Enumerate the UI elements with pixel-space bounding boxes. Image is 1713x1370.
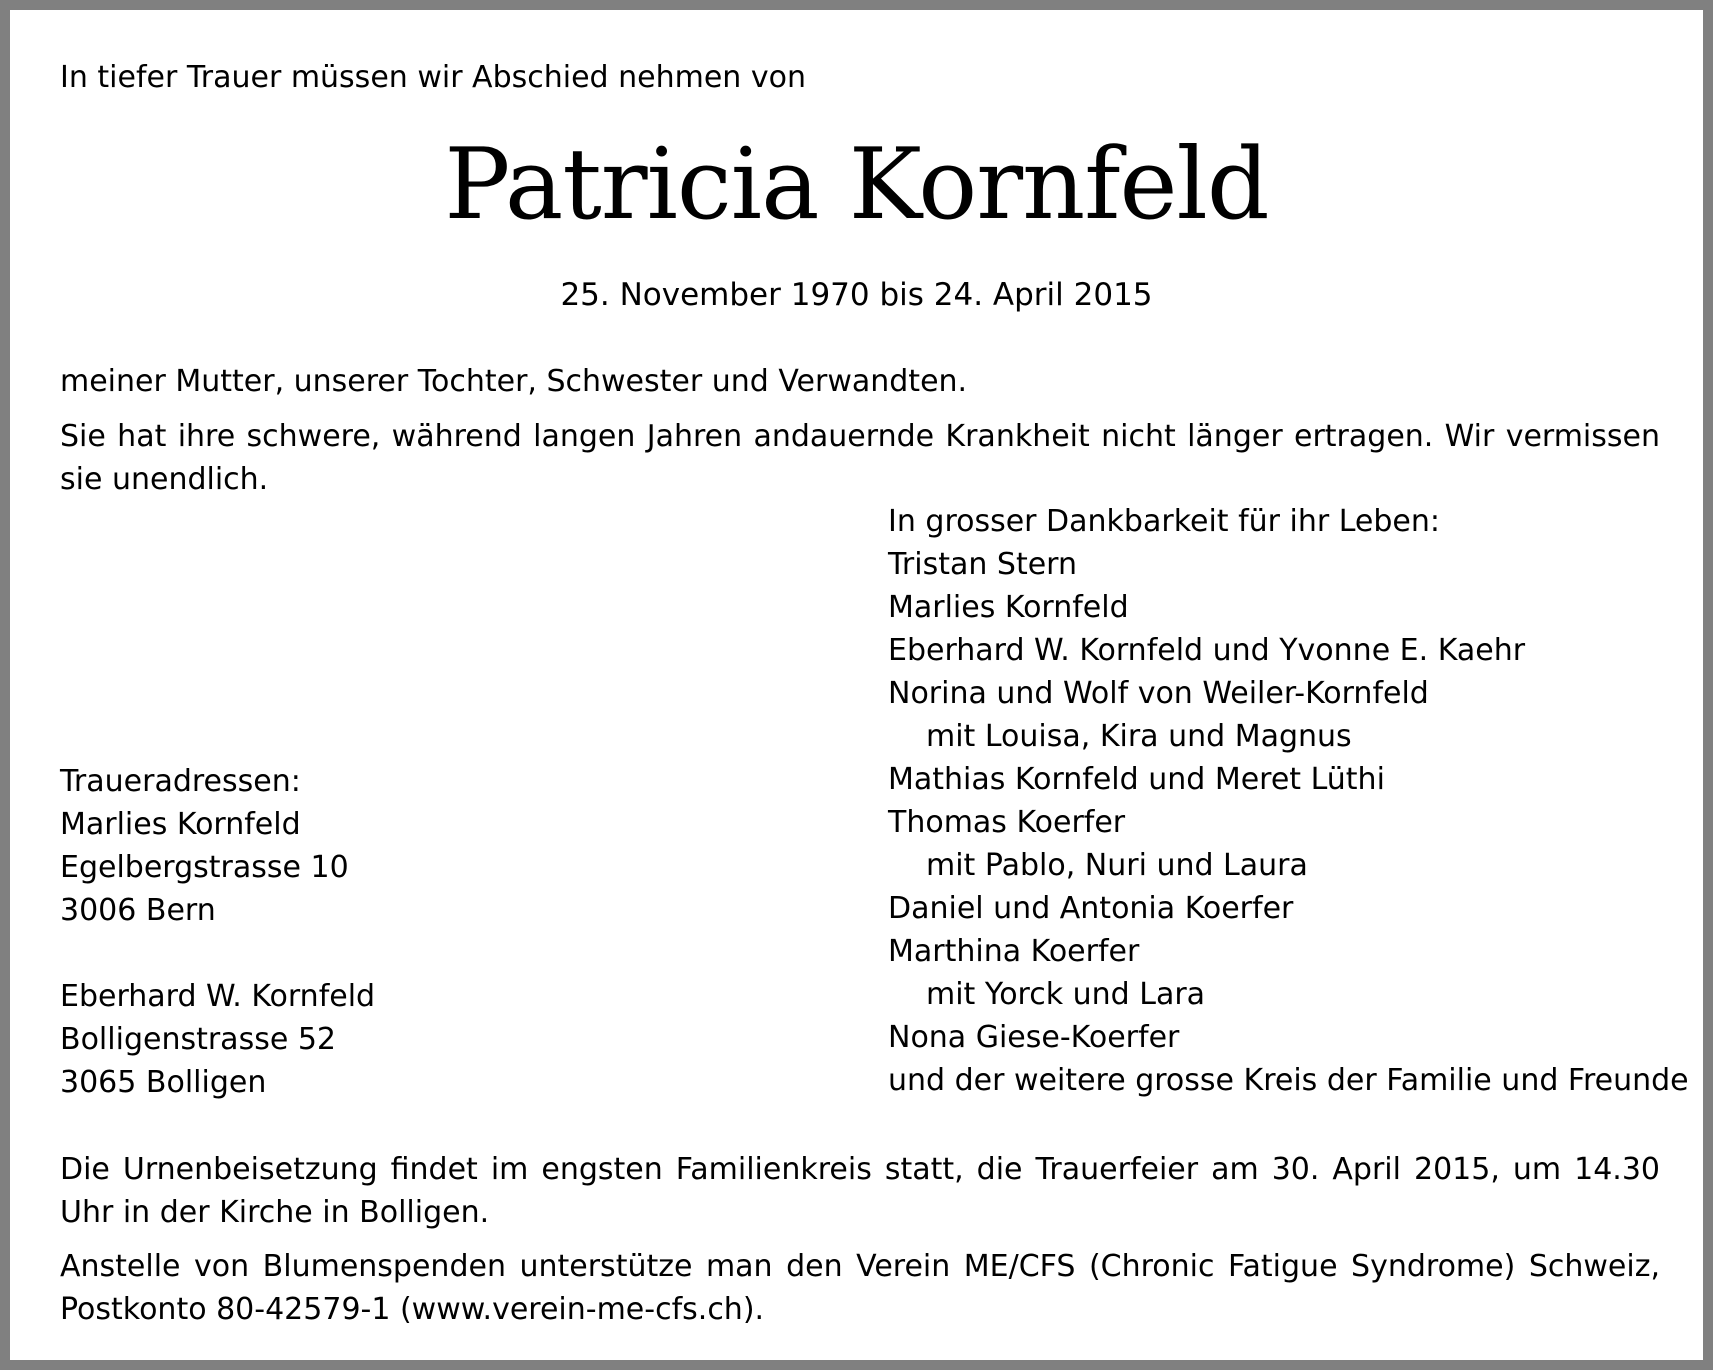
- donation-text: Anstelle von Blumenspenden unterstütze man den Verein ME/CFS (Chronic Fatigue Syndrome) Schweiz, Postkonto 80-42579-1 (www.verein-me-cfs.ch).: [60, 1249, 1660, 1327]
- illness-text: Sie hat ihre schwere, während langen Jahren andauernde Krankheit nicht länger ertragen. Wir vermissen sie unendlich.: [60, 419, 1660, 497]
- address-name: Marlies Kornfeld: [60, 807, 301, 842]
- mourner-children-line: mit Louisa, Kira und Magnus: [926, 719, 1352, 754]
- mourner-line: Eberhard W. Kornfeld und Yvonne E. Kaehr: [888, 633, 1526, 668]
- mourner-children-line: mit Yorck und Lara: [926, 977, 1206, 1012]
- relation-text: meiner Mutter, unserer Tochter, Schwester und Verwandten.: [60, 364, 968, 399]
- ceremony-text: Die Urnenbeisetzung findet im engsten Familienkreis statt, die Trauerfeier am 30. April 2015, um 14.30 Uhr in der Kirche in Bolligen.: [60, 1152, 1660, 1230]
- mourning-addresses: [60, 760, 375, 1104]
- address-city: 3065 Bolligen: [60, 1065, 267, 1100]
- mourner-line: Marthina Koerfer: [888, 934, 1140, 969]
- mourner-line: Nona Giese-Koerfer: [888, 1020, 1180, 1055]
- mourner-line: Tristan Stern: [888, 547, 1077, 582]
- mourner-line: Daniel und Antonia Koerfer: [888, 891, 1294, 926]
- address-street: Egelbergstrasse 10: [60, 850, 349, 885]
- intro-line: In tiefer Trauer müssen wir Abschied nehmen von: [60, 60, 806, 95]
- address-city: 3006 Bern: [60, 893, 216, 928]
- mourner-line: Thomas Koerfer: [888, 805, 1126, 840]
- life-dates: 25. November 1970 bis 24. April 2015: [560, 277, 1153, 313]
- mourners-list: [888, 500, 1689, 1102]
- address-street: Bolligenstrasse 52: [60, 1022, 336, 1057]
- address-name: Eberhard W. Kornfeld: [60, 979, 376, 1014]
- address-spacer: [60, 932, 375, 975]
- mourner-line: Marlies Kornfeld: [888, 590, 1129, 625]
- mourner-children-line: mit Pablo, Nuri und Laura: [926, 848, 1308, 883]
- mourner-line: Norina und Wolf von Weiler-Kornfeld: [888, 676, 1429, 711]
- deceased-name: Patricia Kornfeld: [444, 128, 1269, 242]
- addresses-heading: Traueradressen:: [60, 764, 301, 799]
- obituary-notice: [10, 10, 1703, 1360]
- mourner-line: Mathias Kornfeld und Meret Lüthi: [888, 762, 1385, 797]
- mourner-line: und der weitere grosse Kreis der Familie und Freunde: [888, 1063, 1689, 1098]
- mourners-heading: In grosser Dankbarkeit für ihr Leben:: [888, 504, 1441, 539]
